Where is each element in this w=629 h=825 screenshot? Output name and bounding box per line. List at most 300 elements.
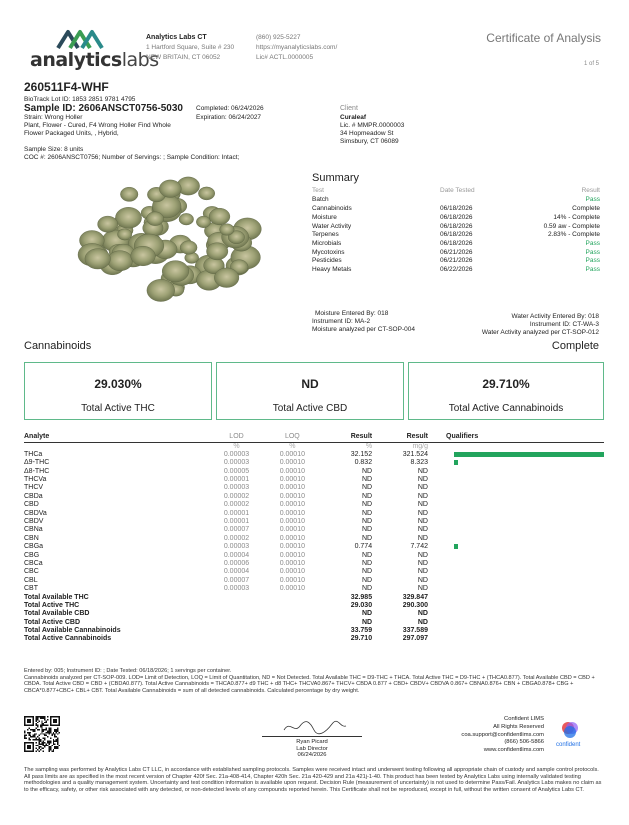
summary-date: 06/21/2026 [440, 257, 473, 265]
total-loq [264, 594, 320, 602]
total-result-pct: 29.710 [350, 635, 373, 643]
qr-module [54, 736, 55, 737]
analyte-name: CBCa [24, 559, 43, 567]
analyte-result-pct: ND [361, 492, 373, 500]
water-sop: Water Activity analyzed per CT-SOP-012 [481, 328, 599, 336]
qr-module [48, 740, 49, 741]
qr-module [31, 736, 32, 737]
summary-result: Complete [572, 205, 600, 213]
summary-result: Pass [585, 257, 600, 265]
analyte-result-mg: ND [417, 526, 428, 534]
summary-test: Pesticides [312, 257, 342, 265]
qr-module [54, 733, 55, 734]
analyte-lod: 0.00003 [223, 543, 250, 551]
total-lod [209, 619, 265, 627]
qr-module [36, 723, 37, 724]
qr-module [28, 738, 29, 739]
total-qualifier [428, 635, 604, 643]
summary-result: Pass [585, 196, 600, 204]
analyte-result-pct: ND [361, 585, 373, 593]
analyte-qualifier-cell [428, 451, 604, 459]
analyte-result-pct: ND [361, 526, 373, 534]
bud-shape [108, 251, 133, 271]
total-active-thc-box [24, 362, 212, 420]
analyte-lod: 0.00007 [223, 576, 250, 584]
qr-module [44, 717, 45, 718]
analyte-result-pct: ND [361, 476, 373, 484]
qr-module [38, 720, 39, 721]
qr-module [36, 748, 37, 749]
qr-module [46, 745, 47, 746]
qr-module [50, 742, 51, 743]
qr-module [56, 732, 57, 733]
bud-shape [115, 207, 141, 228]
qr-module [56, 746, 57, 747]
qr-module [44, 719, 45, 720]
qr-module [37, 729, 38, 730]
col-result-mg: Result [372, 433, 428, 442]
analytics-labs-logo-text: analyticslabs [30, 49, 159, 71]
qr-module [48, 748, 49, 749]
qr-module [53, 740, 54, 741]
analyte-result-mg: ND [417, 534, 428, 542]
sample-type: Plant, Flower - Cured, F4 Wrong Holler Find Whole [24, 122, 171, 129]
qr-module [43, 751, 44, 752]
qr-module [41, 729, 42, 730]
qr-module [36, 719, 37, 720]
analyte-result-mg: ND [417, 476, 428, 484]
qr-module [41, 726, 42, 727]
total-name: Total Available CBD [24, 610, 90, 618]
qr-module [38, 738, 39, 739]
qr-module [37, 736, 38, 737]
strain: Strain: Wrong Holler [24, 114, 83, 121]
client-name: Curaleaf [340, 114, 367, 122]
cannabinoid-table [24, 433, 604, 644]
product-photo [60, 168, 280, 318]
lab-url[interactable]: https://myanalyticslabs.com/ [256, 43, 338, 51]
lab-address2: NEW BRITAIN, CT 06052 [146, 54, 221, 62]
signature-date: 06/24/2026 [297, 752, 327, 759]
sample-code: 260511F4-WHF [24, 80, 109, 94]
qr-module [40, 743, 41, 744]
page-number: 1 of 5 [583, 61, 599, 67]
qr-module [54, 743, 55, 744]
confident-logo-text: confident [556, 742, 581, 748]
qr-module [38, 743, 39, 744]
confident-web[interactable]: www.confidentlims.com [483, 747, 544, 754]
qr-module [44, 735, 45, 736]
analyte-result-pct: ND [361, 568, 373, 576]
col-loq: LOQ [264, 433, 320, 442]
analyte-qualifier-cell [428, 459, 604, 467]
summary-date: 06/18/2026 [440, 213, 473, 221]
cannabinoid-row [24, 451, 604, 459]
sample-id: Sample ID: 2606ANSCT0756-5030 [24, 103, 183, 114]
lab-address1: 1 Hartford Square, Suite # 230 [146, 44, 235, 52]
bud-shape [159, 180, 181, 198]
qr-module [53, 742, 54, 743]
qr-module [36, 742, 37, 743]
qr-module [47, 719, 48, 720]
qr-module [56, 736, 57, 737]
qr-module [48, 733, 49, 734]
qr-module [47, 745, 48, 746]
analyte-lod: 0.00001 [223, 476, 250, 484]
qr-module [59, 745, 60, 746]
total-result-mg: 337.589 [402, 627, 428, 635]
analyte-lod: 0.00003 [223, 585, 250, 593]
signature-image [280, 718, 350, 736]
analyte-loq: 0.00010 [279, 501, 305, 509]
analyte-lod: 0.00002 [223, 492, 250, 500]
total-active-thc-label: Total Active THC [81, 403, 155, 415]
qr-module [38, 729, 39, 730]
qr-module [44, 742, 45, 743]
analyte-lod: 0.00001 [223, 509, 250, 517]
qr-module [50, 748, 51, 749]
analyte-result-pct: ND [361, 467, 373, 475]
qr-module [27, 732, 28, 733]
qr-module [37, 716, 38, 717]
analyte-result-pct: ND [361, 534, 373, 542]
summary-result: 0.59 aw - Complete [543, 222, 600, 230]
unit-qualifiers [428, 442, 604, 451]
analyte-result-mg: ND [417, 484, 428, 492]
qr-module [40, 725, 41, 726]
bud-shape [179, 213, 194, 225]
cannabinoids-status: Complete [551, 340, 599, 352]
qr-module [43, 730, 44, 731]
qr-module [44, 716, 45, 717]
analyte-name: CBNa [24, 526, 43, 534]
analyte-qualifier-cell [428, 568, 604, 576]
unit-lod: % [233, 442, 240, 450]
qr-module [34, 736, 35, 737]
qr-module [57, 730, 58, 731]
summary-result: 14% - Complete [553, 213, 600, 221]
analyte-qualifier-cell [428, 468, 604, 476]
total-loq [264, 610, 320, 618]
analyte-result-mg: ND [417, 518, 428, 526]
analyte-qualifier-cell [428, 535, 604, 543]
cannabinoid-row [24, 526, 604, 534]
qr-module [44, 739, 45, 740]
analyte-lod: 0.00007 [223, 526, 250, 534]
qr-module [57, 728, 58, 729]
qr-module [38, 742, 39, 743]
water-entered-by: Water Activity Entered By: 018 [511, 313, 599, 320]
qr-module [43, 716, 44, 717]
cannabinoid-total-row [24, 602, 604, 610]
unit-result-pct: % [365, 442, 373, 450]
moisture-info [312, 310, 415, 333]
cannabinoid-units [24, 442, 604, 451]
analyte-lod: 0.00004 [223, 568, 250, 576]
analyte-result-mg: ND [417, 467, 428, 475]
summary-date: 06/18/2026 [440, 239, 473, 247]
analyte-qualifier-cell [428, 510, 604, 518]
moisture-instrument: Instrument ID: MA-2 [312, 317, 371, 325]
analyte-result-mg: ND [417, 509, 428, 517]
qr-module [38, 739, 39, 740]
moisture-entered-by: Moisture Entered By: 018 [315, 310, 389, 317]
analyte-lod: 0.00005 [223, 467, 250, 475]
lab-license: Lic# ACTL.0000005 [256, 53, 314, 61]
analyte-bar [454, 460, 458, 465]
bud-shape [131, 246, 156, 266]
analyte-loq: 0.00010 [279, 559, 305, 567]
summary-date: 06/18/2026 [440, 222, 473, 230]
qr-module [25, 738, 26, 739]
qr-module [37, 749, 38, 750]
qr-module [51, 735, 52, 736]
analyte-loq: 0.00010 [279, 576, 305, 584]
summary-test: Terpenes [312, 231, 339, 239]
total-active-cannabinoids-box [408, 362, 604, 420]
qr-module [36, 725, 37, 726]
qr-module [57, 742, 58, 743]
cannabinoid-row [24, 459, 604, 467]
qr-module [28, 728, 29, 729]
qr-module [37, 726, 38, 727]
sample-size: Sample Size: 8 units [24, 146, 84, 153]
summary-row [312, 213, 600, 222]
qr-module [50, 746, 51, 747]
qr-module [38, 748, 39, 749]
analyte-qualifier-cell [428, 552, 604, 560]
qr-module [40, 749, 41, 750]
bud-shape [147, 279, 175, 301]
total-result-mg: 329.847 [402, 593, 428, 601]
total-active-cbd-box [216, 362, 404, 420]
qr-code[interactable] [24, 716, 60, 752]
bud-shape [214, 268, 239, 288]
summary-result: Pass [585, 239, 600, 247]
qr-module [38, 746, 39, 747]
qr-module [36, 739, 37, 740]
summary-col-test: Test [312, 187, 324, 195]
qr-module [31, 729, 32, 730]
qr-module [36, 716, 37, 717]
qr-module [47, 736, 48, 737]
qr-module [47, 725, 48, 726]
cannabinoid-total-row [24, 635, 604, 643]
qr-module [41, 730, 42, 731]
analyte-result-pct: ND [361, 509, 373, 517]
qr-module [50, 729, 51, 730]
cannabinoid-row [24, 543, 604, 551]
analyte-qualifier-cell [428, 484, 604, 492]
qr-module [43, 729, 44, 730]
total-result-pct: 33.759 [350, 627, 373, 635]
qr-module [46, 722, 47, 723]
client-license: Lic. # MMPR.0000003 [340, 122, 405, 130]
total-active-cbd-value: ND [301, 377, 319, 391]
qr-module [54, 730, 55, 731]
qr-module [50, 738, 51, 739]
col-result-pct: Result [320, 433, 372, 442]
analyte-loq: 0.00010 [279, 543, 305, 551]
qr-module [43, 733, 44, 734]
summary-test: Batch [312, 196, 329, 204]
qr-module [40, 717, 41, 718]
qr-module [48, 728, 49, 729]
qr-module [41, 728, 42, 729]
analyte-result-pct: 0.832 [354, 459, 373, 467]
qr-module [43, 725, 44, 726]
signer-title: Lab Director [296, 745, 328, 752]
qr-module [56, 740, 57, 741]
qr-module [41, 725, 42, 726]
biotrack-id: BioTrack Lot ID: 1853 2851 9781 4795 [24, 96, 136, 103]
qr-module [46, 735, 47, 736]
analyte-result-pct: 0.774 [354, 543, 373, 551]
qr-module [40, 746, 41, 747]
summary-test: Heavy Metals [312, 265, 352, 273]
analyte-result-mg: 321.524 [402, 450, 428, 458]
qr-module [57, 746, 58, 747]
cannabinoid-row [24, 518, 604, 526]
analyte-qualifier-cell [428, 518, 604, 526]
coa-title: Certificate of Analysis [486, 31, 601, 45]
bud-shape [162, 261, 189, 282]
qr-module [33, 736, 34, 737]
total-result-mg: ND [417, 618, 428, 626]
qr-module [24, 736, 25, 737]
analyte-loq: 0.00010 [279, 450, 305, 458]
cannabinoid-total-row [24, 619, 604, 627]
total-name: Total Active CBD [24, 618, 81, 626]
confident-email[interactable]: coa.support@confidentlims.com [461, 731, 544, 738]
analyte-result-pct: ND [361, 484, 373, 492]
analyte-lod: 0.00002 [223, 501, 250, 509]
total-name: Total Active Cannabinoids [24, 635, 112, 643]
lab-name: Analytics Labs CT [146, 34, 207, 41]
qr-module [30, 739, 31, 740]
qr-module [46, 729, 47, 730]
qr-module [37, 719, 38, 720]
qr-module [48, 732, 49, 733]
total-active-cannabinoids-value: 29.710% [482, 377, 530, 391]
bud-shape [98, 216, 118, 232]
qr-module [44, 733, 45, 734]
qr-module [47, 742, 48, 743]
col-lod: LOD [209, 433, 265, 442]
qr-module [36, 738, 37, 739]
qr-module [41, 716, 42, 717]
bud-shape [120, 187, 138, 201]
qr-module [43, 740, 44, 741]
lab-phone: (860) 925-5227 [256, 34, 301, 41]
analyte-name: CBDa [24, 492, 43, 500]
qr-module [24, 730, 25, 731]
analyte-loq: 0.00010 [279, 459, 305, 467]
qr-module [57, 743, 58, 744]
qr-module [27, 719, 31, 723]
confident-lims-info [461, 716, 544, 755]
analyte-name: CBD [24, 501, 39, 509]
total-lod [209, 627, 265, 635]
analyte-loq: 0.00010 [279, 585, 305, 593]
client-address2: Simsbury, CT 06089 [340, 137, 399, 145]
qr-module [57, 748, 58, 749]
summary-row [312, 266, 600, 275]
analyte-loq: 0.00010 [279, 484, 305, 492]
total-loq [264, 635, 320, 643]
analyte-result-mg: ND [417, 551, 428, 559]
qr-module [47, 732, 48, 733]
qr-module [53, 733, 54, 734]
qr-module [38, 740, 39, 741]
qr-module [33, 735, 34, 736]
summary-test: Cannabinoids [312, 205, 352, 213]
qr-module [57, 740, 58, 741]
qr-module [28, 739, 29, 740]
qr-module [36, 733, 37, 734]
cannabinoid-row [24, 501, 604, 509]
analyte-qualifier-cell [428, 560, 604, 568]
confident-logo-icon [560, 720, 580, 740]
analyte-qualifier-cell [428, 493, 604, 501]
qr-module [48, 749, 49, 750]
cannabinoid-total-row [24, 594, 604, 602]
analyte-loq: 0.00010 [279, 467, 305, 475]
analyte-name: THCVa [24, 476, 47, 484]
qr-module [48, 730, 49, 731]
qr-module [34, 739, 35, 740]
lab-info [146, 34, 234, 62]
analyte-name: CBG [24, 551, 40, 559]
qr-module [50, 732, 51, 733]
signature-block [262, 739, 362, 759]
qr-module [51, 733, 52, 734]
qr-module [47, 730, 48, 731]
qr-module [51, 751, 52, 752]
total-lod [209, 594, 265, 602]
total-loq [264, 619, 320, 627]
analyte-name: Δ9-THC [24, 459, 50, 467]
cannabinoid-row [24, 535, 604, 543]
qr-module [36, 720, 37, 721]
qr-module [54, 735, 55, 736]
qr-module [24, 738, 25, 739]
qr-module [46, 720, 47, 721]
total-lod [209, 610, 265, 618]
qr-module [28, 735, 29, 736]
bud-shape [198, 187, 214, 200]
analyte-bar [454, 544, 458, 549]
qr-module [30, 736, 31, 737]
qr-module [50, 749, 51, 750]
qr-module [57, 729, 58, 730]
qr-module [47, 740, 48, 741]
qr-module [43, 717, 44, 718]
bud-shape [147, 212, 164, 226]
qr-module [28, 733, 29, 734]
analyte-lod: 0.00006 [223, 559, 250, 567]
qr-module [38, 751, 39, 752]
qr-module [51, 745, 52, 746]
qr-module [57, 738, 58, 739]
qr-module [53, 739, 54, 740]
qr-module [30, 732, 31, 733]
qr-module [44, 746, 45, 747]
moisture-sop: Moisture analyzed per CT-SOP-004 [312, 325, 415, 333]
cannabinoid-row [24, 577, 604, 585]
qr-module [37, 722, 38, 723]
analyte-name: Δ8-THC [24, 467, 50, 475]
